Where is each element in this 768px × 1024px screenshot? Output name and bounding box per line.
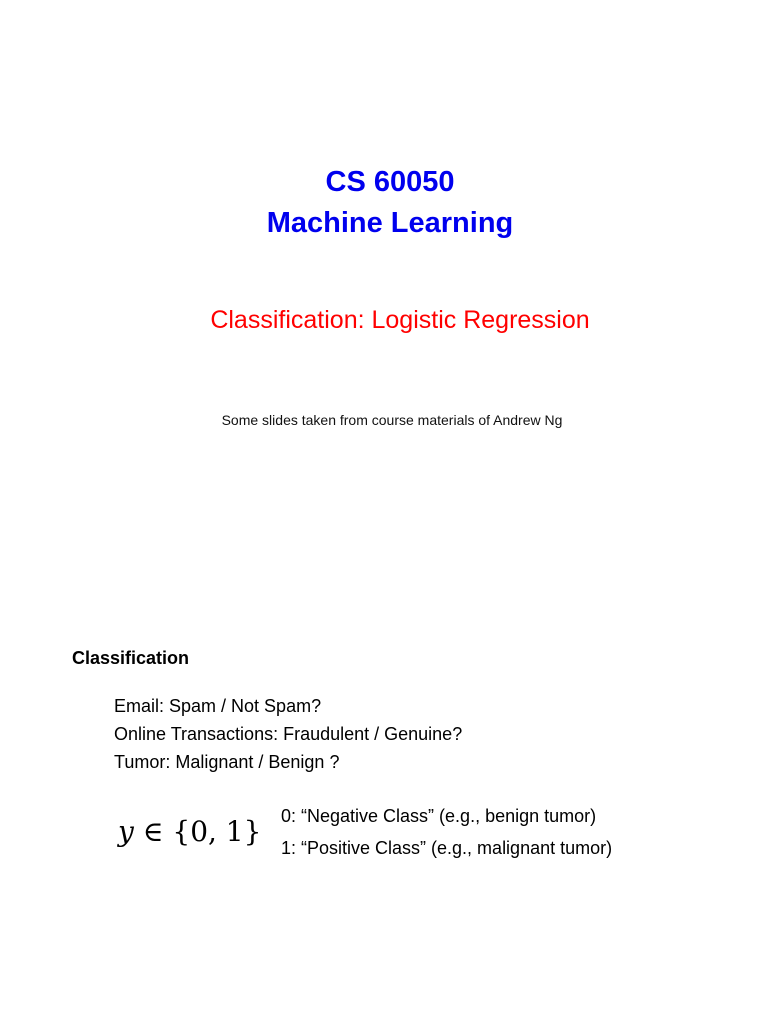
label-set-formula [118, 814, 261, 850]
example-item: Email: Spam / Not Spam? [114, 696, 322, 716]
formula-variable: y [118, 815, 134, 848]
example-item: Online Transactions: Fraudulent / Genuine? [114, 724, 463, 744]
class-definition-negative: 0: “Negative Class” (e.g., benign tumor) [281, 806, 597, 826]
section-heading: Classification [72, 648, 190, 668]
formula-set: {0, 1} [172, 815, 262, 848]
lecture-subtitle: Classification: Logistic Regression [210, 306, 590, 334]
class-definitions [281, 800, 612, 864]
classification-slide [0, 560, 768, 1024]
course-code: CS 60050 [325, 166, 455, 198]
class-definition-positive: 1: “Positive Class” (e.g., malignant tumor) [281, 838, 613, 858]
example-item: Tumor: Malignant / Benign ? [114, 752, 340, 772]
formula-relation: ∈ [142, 815, 164, 848]
slides-credit: Some slides taken from course materials of Andrew Ng [221, 412, 563, 428]
course-name: Machine Learning [266, 207, 514, 239]
classification-examples [114, 692, 462, 776]
